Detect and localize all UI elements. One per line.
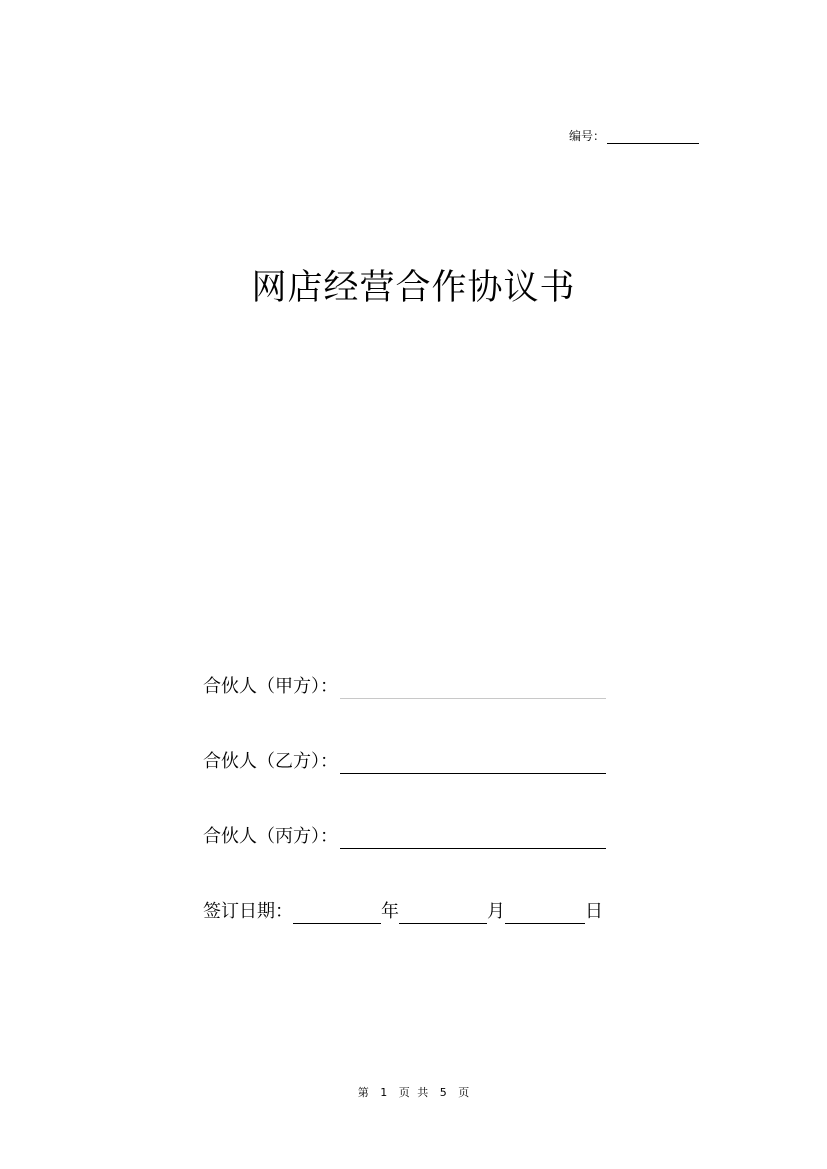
party-c-row bbox=[203, 825, 606, 849]
serial-number-label: 编号： bbox=[569, 129, 606, 143]
signing-date-row bbox=[203, 900, 603, 924]
signing-date-label: 签订日期： bbox=[203, 901, 293, 922]
party-c-label: 合伙人（丙方）： bbox=[203, 826, 338, 847]
party-b-row bbox=[203, 750, 606, 774]
party-b-blank[interactable] bbox=[340, 753, 606, 774]
signing-day-unit: 日 bbox=[585, 901, 603, 922]
page-prefix: 第 bbox=[357, 1086, 369, 1099]
signing-year-blank[interactable] bbox=[293, 903, 381, 924]
party-a-row bbox=[203, 675, 606, 699]
page-total: 5 bbox=[439, 1086, 447, 1099]
signing-year-unit: 年 bbox=[381, 901, 399, 922]
page-footer bbox=[0, 1085, 827, 1101]
page-suffix: 页 bbox=[458, 1086, 470, 1099]
party-a-blank[interactable] bbox=[340, 678, 606, 699]
party-b-label: 合伙人（乙方）： bbox=[203, 751, 338, 772]
party-c-blank[interactable] bbox=[340, 828, 606, 849]
serial-number-blank[interactable] bbox=[607, 130, 699, 144]
party-a-label: 合伙人（甲方）： bbox=[203, 676, 338, 697]
page-middle: 页 共 bbox=[398, 1086, 429, 1099]
serial-number-field bbox=[569, 128, 699, 144]
page-current: 1 bbox=[380, 1086, 388, 1099]
signing-month-blank[interactable] bbox=[399, 903, 487, 924]
document-title: 网店经营合作协议书 bbox=[251, 268, 576, 308]
signing-day-blank[interactable] bbox=[505, 903, 585, 924]
signing-month-unit: 月 bbox=[487, 901, 505, 922]
